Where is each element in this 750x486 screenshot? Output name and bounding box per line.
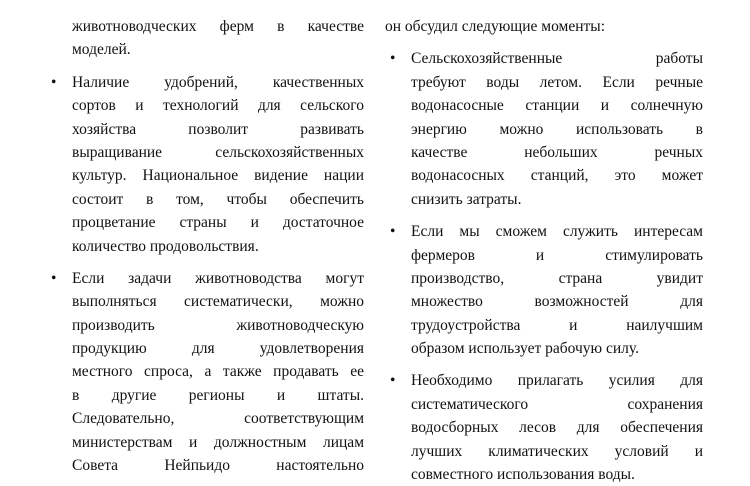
text-line: фермеров и стимулировать xyxy=(411,246,703,264)
text-line: местного спроса, а также продавать ее xyxy=(72,363,364,381)
bullet-icon: • xyxy=(390,223,396,241)
right-column xyxy=(385,15,703,486)
text-line: множество возможностей для xyxy=(411,293,703,311)
text-line: водосборных лесов для обеспечения xyxy=(411,419,703,437)
text-line: выполняться систематически, можно xyxy=(72,293,364,311)
text-line: процветание страны и достаточное xyxy=(72,214,364,232)
text-line: в другие регионы и штаты. xyxy=(72,386,364,404)
text-line: производить животноводческую xyxy=(72,316,364,334)
text-line: культур. Национальное видение нации xyxy=(72,167,364,185)
text-line: выращивание сельскохозяйственных xyxy=(72,143,364,161)
text-line: образом использует рабочую силу. xyxy=(411,340,639,358)
text-line: хозяйства позволит развивать xyxy=(72,120,364,138)
text-line: лучших климатических условий и xyxy=(411,442,703,460)
text-line: Если задачи животноводства могут xyxy=(72,269,364,287)
text-line: животноводческих ферм в качестве xyxy=(72,18,364,35)
text-line: систематического сохранения xyxy=(411,395,703,413)
intro-text: он обсудил следующие моменты: xyxy=(385,18,606,35)
text-line: Если мы сможем служить интересам xyxy=(411,223,703,241)
bullet-item-farmers xyxy=(390,220,703,360)
text-line: совместного использования воды. xyxy=(411,466,635,484)
text-line: качестве небольших речных xyxy=(411,143,703,161)
bullet-item-forests xyxy=(390,369,703,486)
text-line: трудоустройства и наилучшим xyxy=(411,316,703,334)
bullet-icon: • xyxy=(51,269,57,287)
bullet-icon: • xyxy=(51,73,57,91)
text-line: энергию можно использовать в xyxy=(411,120,703,138)
text-line: Совета Нейпьидо настоятельно xyxy=(72,457,364,475)
text-line: количество продовольствия. xyxy=(72,237,259,255)
text-line: министерствам и должностным лицам xyxy=(72,433,364,451)
text-line: водонасосные станции и солнечную xyxy=(411,97,703,115)
bullet-item-water-summer xyxy=(390,47,703,211)
text-line: сортов и технологий для сельского xyxy=(72,97,364,115)
bullet-icon: • xyxy=(390,50,396,68)
bullet-item-livestock xyxy=(51,267,364,478)
text-line: Следовательно, соответствующим xyxy=(72,410,364,428)
text-line: производство, страна увидит xyxy=(411,269,703,287)
text-line: продукцию для удовлетворения xyxy=(72,340,364,358)
bullet-icon: • xyxy=(390,372,396,390)
text-line: Наличие удобрений, качественных xyxy=(72,73,364,91)
text-line: состоит в том, чтобы обеспечить xyxy=(72,190,364,208)
bullet-item-fertilizers xyxy=(51,71,364,258)
text-line: Сельскохозяйственные работы xyxy=(411,50,703,68)
text-line: водонасосных станций, это может xyxy=(411,167,703,185)
text-line: требуют воды летом. Если речные xyxy=(411,73,703,91)
text-line: снизить затраты. xyxy=(411,190,522,208)
text-line: Необходимо прилагать усилия для xyxy=(411,372,703,390)
continuation-text xyxy=(72,15,364,62)
left-column xyxy=(46,15,364,477)
text-line: моделей. xyxy=(72,41,131,59)
